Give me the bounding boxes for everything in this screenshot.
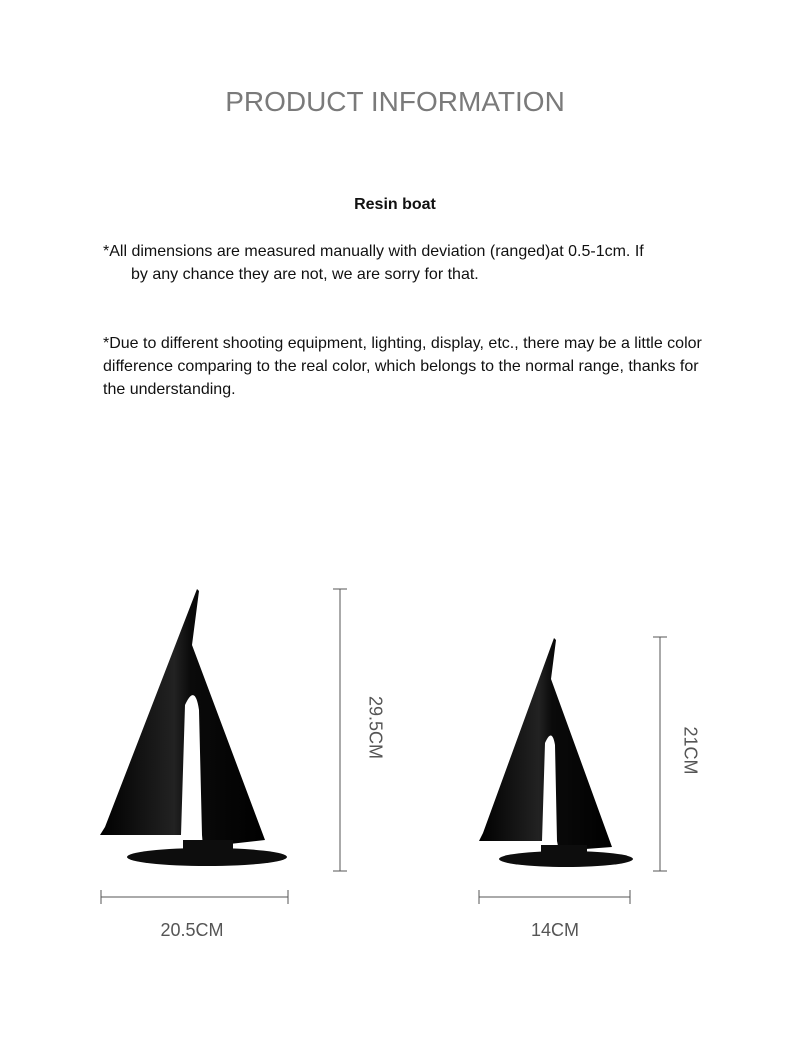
small-boat-height-line xyxy=(650,636,670,873)
large-boat-height-label: 29.5CM xyxy=(365,695,386,760)
small-boat-width-label: 14CM xyxy=(530,920,579,940)
large-boat-width-label: 20.5CM xyxy=(160,920,224,940)
page-title: PRODUCT INFORMATION xyxy=(225,86,565,117)
large-boat-image xyxy=(95,585,295,875)
dimension-note-line2: by any chance they are not, we are sorry for that. xyxy=(131,266,479,283)
dimension-note-line1: *All dimensions are measured manually with deviation (ranged)at 0.5-1cm. If xyxy=(103,243,644,260)
large-boat-width-line xyxy=(100,888,290,906)
small-boat-image xyxy=(475,635,640,870)
large-boat-sail xyxy=(100,589,265,847)
product-name: Resin boat xyxy=(354,196,436,213)
small-boat-width-line xyxy=(478,888,633,906)
dimension-note xyxy=(103,240,703,286)
small-boat-height-label: 21CM xyxy=(680,726,701,775)
large-boat-height-line xyxy=(330,588,350,873)
color-note: *Due to different shooting equipment, lighting, display, etc., there may be a little color difference comparing to the real color, which belongs to the normal range, thanks for the understanding. xyxy=(103,335,702,398)
small-boat-sail xyxy=(479,638,612,851)
